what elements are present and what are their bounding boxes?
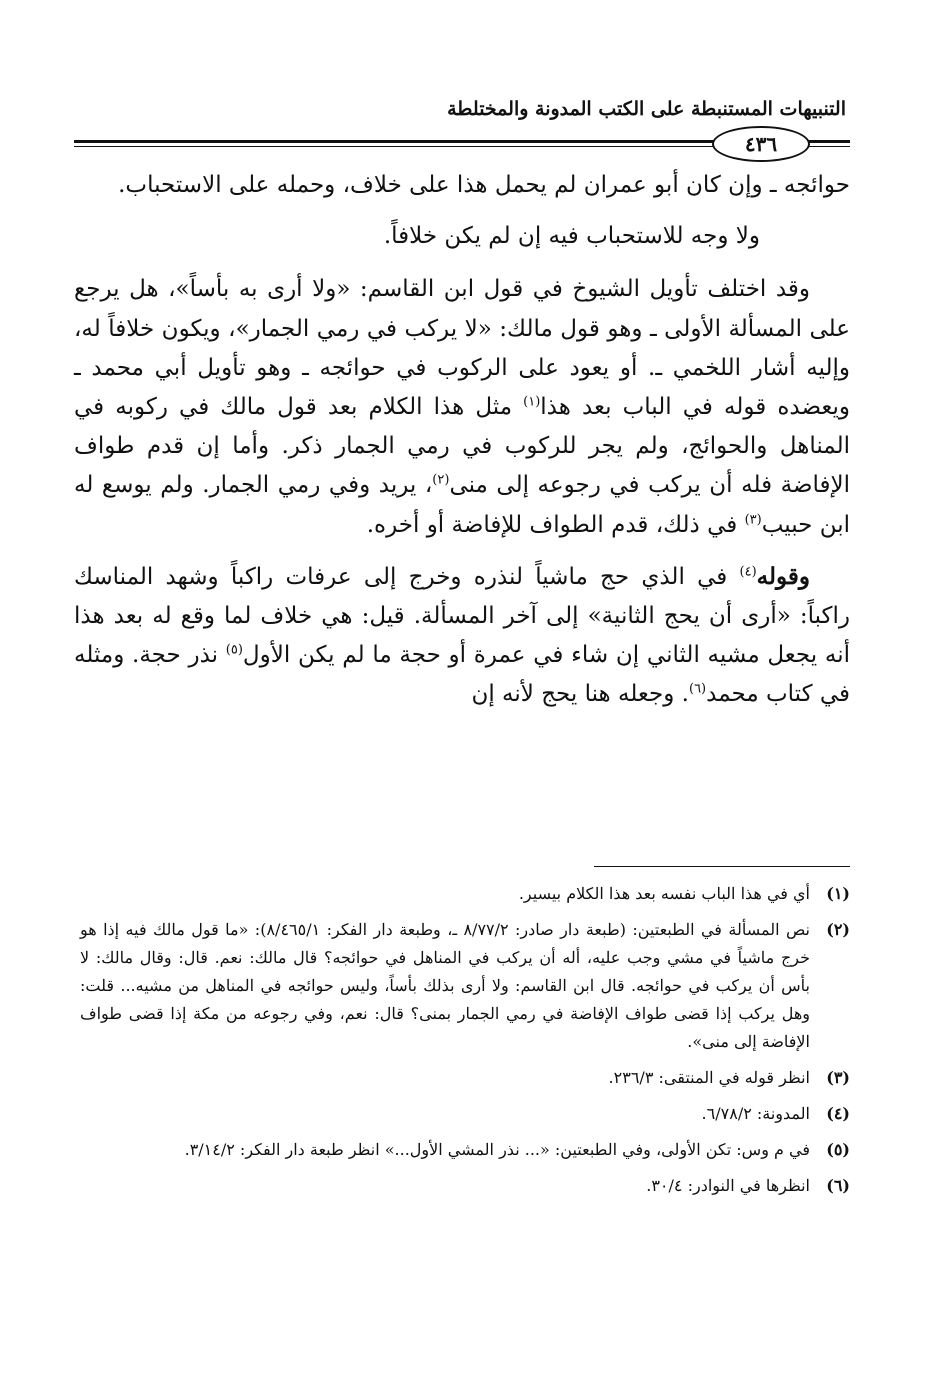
footnote-text: انظر قوله في المنتقى: ٢٣٦/٣. xyxy=(608,1068,810,1087)
paragraph-text: مثل هذا الكلام بعد قول مالك في ركوبه في المناهل والحوائج، ولم يجر للركوب في رمي الجمار ذكر. وأما إن قدم طواف الإفاضة فله أن يركب في رجوعه إلى منى xyxy=(74,394,850,499)
footnote-number: (٢) xyxy=(826,920,850,939)
paragraph-text: ولا وجه للاستحباب فيه إن لم يكن خلافاً. xyxy=(383,223,760,250)
main-text xyxy=(74,166,850,727)
footnote xyxy=(80,916,850,1056)
footnote xyxy=(80,1136,850,1164)
paragraph-text: في ذلك، قدم الطواف للإفاضة أو أخره. xyxy=(366,511,738,538)
footnote xyxy=(80,1064,850,1092)
footnote xyxy=(80,1172,850,1200)
paragraph-text: وقد اختلف تأويل الشيوخ في قول ابن القاسم: «ولا أرى به بأساً»، هل يرجع على المسألة الأولى ـ وهو قول مالك: «لا يركب في رمي الجمار»، ويكون خلافاً له، وإليه أشار اللخمي ـ. أو يعود على الركوب في حوائجه ـ وهو تأويل أبي محمد ـ ويعضده قوله في الباب بعد هذا xyxy=(74,276,851,421)
paragraph-text: حوائجه ـ وإن كان أبو عمران لم يحمل هذا على خلاف، وحمله على الاستحباب. xyxy=(118,172,850,198)
footnote-separator xyxy=(594,866,850,867)
footnote-number: (٥) xyxy=(826,1140,850,1159)
footnote-ref: (٤) xyxy=(739,564,757,580)
paragraph xyxy=(74,166,850,205)
footnote xyxy=(80,880,850,908)
footnotes xyxy=(80,880,850,1208)
footnote-number: (٣) xyxy=(826,1068,850,1087)
running-title: التنبيهات المستنبطة على الكتب المدونة والمختلطة xyxy=(447,98,846,120)
page-number-badge: ٤٣٦ xyxy=(712,126,810,162)
footnote-number: (١) xyxy=(826,884,850,903)
footnote-number: (٦) xyxy=(826,1176,850,1195)
running-header xyxy=(70,98,846,132)
paragraph xyxy=(74,270,850,544)
footnote xyxy=(80,1100,850,1128)
footnote-ref: (٣) xyxy=(744,511,762,527)
paragraph-text: . وجعله هنا يحج لأنه إن xyxy=(471,681,689,708)
footnote-text: انظرها في النوادر: ٣٠/٤. xyxy=(646,1176,810,1195)
footnote-text: المدونة: ٦/٧٨/٢. xyxy=(701,1104,810,1123)
footnote-ref: (١) xyxy=(523,394,541,410)
paragraph xyxy=(74,557,850,715)
footnote-text: أي في هذا الباب نفسه بعد هذا الكلام بيسير. xyxy=(518,884,810,903)
paragraph-text: ، يريد وفي رمي الجمار. ولم يوسع له ابن حبيب xyxy=(74,472,850,538)
footnote-text: في م وس: تكن الأولى، وفي الطبعتين: «... نذر المشي الأول...» انظر طبعة دار الفكر: ٣/١٤/٢. xyxy=(184,1140,810,1159)
footnote-ref: (٥) xyxy=(225,642,243,658)
footnote-ref: (٦) xyxy=(688,681,707,697)
lead-word: وقوله xyxy=(756,562,810,590)
footnote-text: نص المسألة في الطبعتين: (طبعة دار صادر: ٨/٧٧/٢ ـ، وطبعة دار الفكر: ٨/٤٦٥/١): «ما قول مالك فيه إذا هو خرج ماشياً في مشي وجب عليه، أله أن يركب في المناهل في حوائجه؟ قال مالك: نعم. قال: وقال مالك: لا بأس أن يركب في حوائجه. قال ابن القاسم: ولا أرى بذلك بأساً، وليس حوائجه في المناهل من مشيه... قلت: وهل يركب إذا قضى طواف الإفاضة في رمي الجمار بمنى؟ قال: نعم، وفي رجوعه من مكة إذا قضى طواف الإفاضة إلى منى». xyxy=(80,920,811,1051)
footnote-ref: (٢) xyxy=(432,472,450,488)
paragraph-text: نذر حجة. ومثله في كتاب محمد xyxy=(74,642,850,708)
paragraph xyxy=(74,217,850,256)
footnote-number: (٤) xyxy=(826,1104,850,1123)
paragraph-text: في الذي حج ماشياً لنذره وخرج إلى عرفات راكباً وشهد المناسك راكباً: «أرى أن يحج الثانية» إلى آخر المسألة. قيل: هي خلاف لما وقع له بعد هذا أنه يجعل مشيه الثاني إن شاء في عمرة أو حجة ما لم يكن الأول xyxy=(74,563,850,669)
